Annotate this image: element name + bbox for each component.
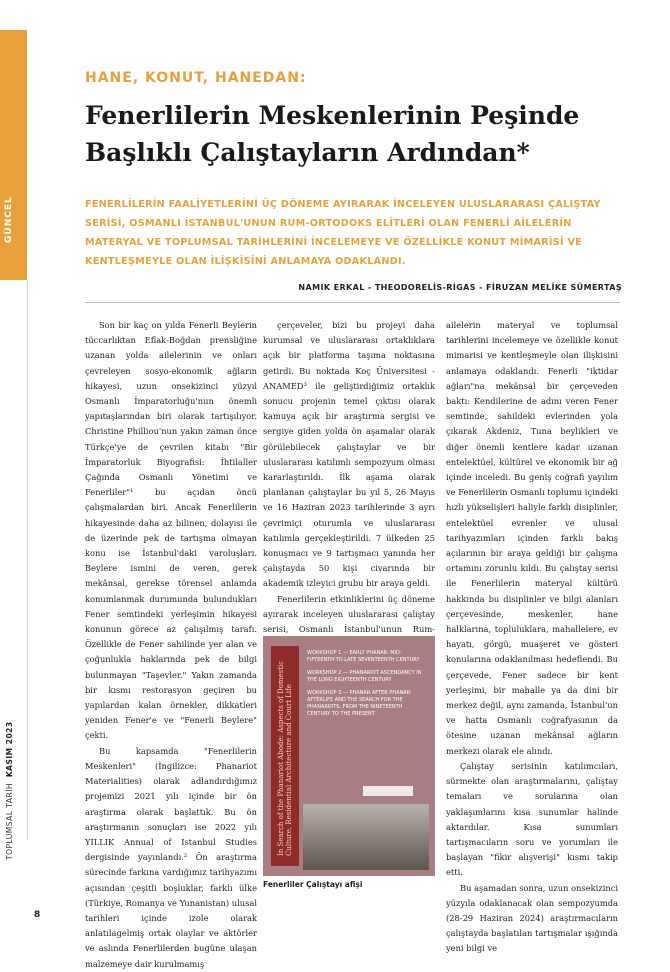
journal-footer (5, 700, 21, 860)
article-authors: NAMIK ERKAL - THEODORELİS-RİGAS - FİRUZAN MELİKE SÜMERTAŞ (298, 283, 622, 292)
paragraph: Bu kapsamda "Fenerlilerin Meskenleri" (İngilizce: Phanariot Materialities) olarak adlandırdığımız projemizi 2021 yılı içinde bir ön araştırma olarak başlattık. Bu ön araştırmanın sonuçları ise 2022 yılı YILLIK Annual of Istanbul Studies dergisinde yayınlandı.² Ön araştırma sürecinde farkına vardığımız tarihyazımı açısından çeşitli boşluklar, farklı ülke (Türkiye, Romanya ve Yunanistan) ulusal tarihleri içinde izole olarak anlatılagelmiş ortak olaylar ve aktörler ve aslında Fenerlilerden bugüne ulaşan malzemeye dair kurulmamış (85, 745, 257, 969)
journal-name: TOPLUMSAL TARİH (5, 782, 14, 860)
paragraph: çerçeveler, bizi bu projeyi daha kurumsal ve uluslararası ortaklıklara açık bir platforma taşıma noktasına getirdi. Bu noktada Koç Üniversitesi - ANAMED³ ile geliştirdiğimiz ortaklık sonucu projenin temel çıktısı olarak kamuya açık bir araştırma sergisi ve sergiye giden yolda ön aşamalar olarak görülebilecek çalıştaylar ve bir uluslararası katılımlı sempozyum olması kararlaştırıldı. İlk aşama olarak planlanan çalıştaylar bu yıl 5, 26 Mayıs ve 16 Haziran 2023 tarihlerinde 3 ayrı çevrimiçi oturumla ve uluslararası katılımla gerçekleştirildi. 7 ülkeden 25 konuşmacı ve 9 tartışmacı yanında her çalıştayda 50 kişi civarında bir akademik izleyici grubu bir araya geldi. (263, 320, 435, 589)
paragraph: Çalıştay serisinin katılımcıları, sürmekte olan araştırmalarını, çalıştay temaları ve sorularına olan yaklaşımlarını kısa sunumlar halinde aktardılar. Kısa sunumları tartışmacıların soru ve yorumları ile başlayan "fikir alışverişi" kısmı takip etti. (446, 760, 618, 878)
figure-caption: Fenerliler Çalıştayı afişi (263, 880, 363, 889)
body-column-1 (85, 318, 257, 972)
page-number: 8 (34, 910, 41, 920)
poster-item: WORKSHOP 1 — EARLY PHANAR: MID-FIFTEENTH TO LATE SEVENTEENTH CENTURY (307, 650, 420, 663)
paragraph: Fenerlilerin etkinliklerini üç döneme ayırarak inceleyen uluslararası çalıştay serisi, Osmanlı İstanbul'unun Rum- (263, 593, 435, 635)
section-tab (0, 30, 27, 280)
poster-photo (303, 804, 429, 870)
poster-item: WORKSHOP 2 — PHANARIOT ASCENDANCY IN THE LONG EIGHTEENTH CENTURY (307, 670, 422, 683)
journal-issue: KASIM 2023 (5, 721, 14, 778)
workshop-poster-image (263, 636, 435, 876)
section-tab-label: GÜNCEL (4, 196, 14, 244)
poster-title: In Search of the Phanariot Abode: Aspects of Domestic Culture, Residential Architecture and Court Life (277, 660, 293, 856)
paragraph: ailelerin materyal ve toplumsal tarihlerini incelemeye ve özellikle konut mimarisi ve kentleşmeyle olan ilişkisini anlamaya odaklandı. Fenerli "iktidar ağları"na mekânsal bir çerçeveden baktı: Kendilerine de adını veren Fener semtinde, sahildeki evlerinden yola çıkarak Akdeniz, Tuna beylikleri ve diğer önemli kentlere kadar uzanan entelektüel, kültürel ve ekonomik bir ağ içinde inceledi. Bu geniş coğrafi yayılım ve Fenerlilerin Osmanlı toplumu içindeki hızlı yükselişleri haliyle farklı disiplinler, entelektüel evrenler ve ulusal tarihyazımları içinden farklı bakış açılarının bir araya geldiği bir çalışma ortamını zorunlu kıldı. Bu çalıştay serisi ile Fenerlilerin materyal kültürü hakkında bu disiplinler ve bilgi alanları çerçevesinde, meskenler, hane halklarına, topluluklara, mahallelere, ev hayatı, görgü, muaşeret ve gösteri konularına odaklanılması hedeflendi. Bu çerçevede, Fener sadece bir kent yerleşimi, bir mahalle ya da dini bir merkez değil, aynı zamanda, İstanbul'un ve hatta Osmanlı coğrafyasının da ötesine uzanan mekânsal ağların merkezi olarak ele alındı. (446, 320, 618, 756)
article-title: Fenerlilerin Meskenlerinin Peşinde Başlıklı Çalıştayların Ardından* (85, 101, 580, 167)
paragraph: Bu aşamadan sonra, uzun onsekizinci yüzyıla odaklanacak olan sempozyumda (28-29 Haziran 2024) araştırmacıların çalıştayda başlatılan tartışmalar ışığında yeni bilgi ve (446, 882, 618, 954)
header-rule (85, 302, 620, 303)
article-deck: FENERLİLERİN FAALİYETLERİNİ ÜÇ DÖNEME AYIRARAK İNCELEYEN ULUSLARARASI ÇALIŞTAY SERİSİ, OSMANLI İSTANBUL'UNUN RUM-ORTODOKS ELİTLERİ OLAN FENERLİ AİLELERİN MATERYAL VE TOPLUMSAL TARİHLERİNİ İNCELEMEYE VE ÖZELLİKLE KONUT MİMARİSİ VE KENTLEŞMEYLE OLAN İLİŞKİSİNİ ANLAMAYA ODAKLANDI. (85, 199, 601, 267)
article-kicker: HANE, KONUT, HANEDAN: (85, 70, 307, 86)
body-column-2 (263, 318, 435, 652)
margin-divider (27, 280, 28, 840)
body-column-3 (446, 318, 618, 957)
poster-item: WORKSHOP 3 — PHANAR AFTER PHANAR: AFTERLIFE AND THE SEARCH FOR THE PHANARIOTS, FROM THE NINETEENTH CENTURY TO THE PRESENT (307, 690, 412, 717)
paragraph: Son bir kaç on yılda Fenerli Beylerin tüccarlıktan Eflak-Boğdan prensliğine uzanan yolda ailelerinin ve onları çevreleyen sosyo-ekonomik ağların hikayesi, uzun onsekizinci yüzyıl Osmanlı İmparatorluğu'nun önemli yapıtaşlarından biri olarak tartışılıyor. Christine Philliou'nun yakın zaman önce Türkçe'ye de çevrilen kitabı "Bir İmparatorluk Biyografisi: İhtilaller Çağında Osmanlı Yönetimi ve Fenerliler"¹ bu açıdan öncü çalışmalardan biri. Ancak Fenerlilerin hikayesinde daha az bilinen, dolayısı ile de üzerinde pek de tartışma olmayan konu ise İstanbul'daki varoluşları. Beylere ismini de veren, gerek mekânsal, gerekse törensel anlamda konumlanmak durumunda bulundukları Fener semtindeki yerleşimin hikayesi konunun görece az çalışılmış tarafı. Özellikle de Fener sahilinde yer alan ve çoğunlukla haklarında pek de bilgi bulunmayan "Taşevler." Yakın zamanda bir kısmı restorasyon geçiren bu yapılardan kalan örnekler, dikkatleri yeniden Fener'e ve "Fenerli Beylere" çekti. (85, 320, 257, 741)
poster-items (307, 650, 425, 724)
poster-logo (363, 786, 413, 796)
